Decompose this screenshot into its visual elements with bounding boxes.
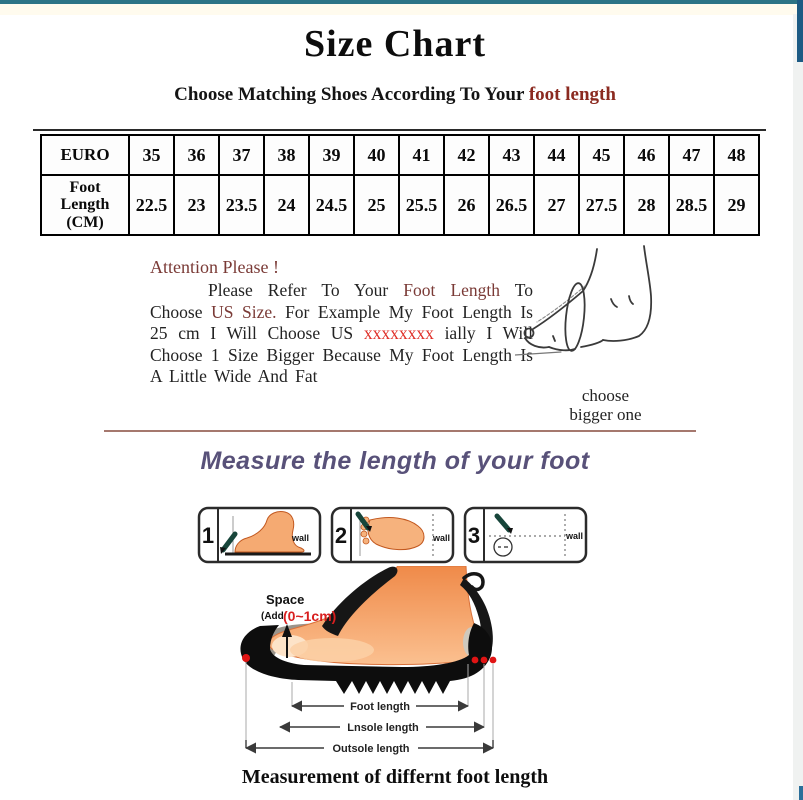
subtitle-highlight: foot length	[528, 84, 616, 105]
choose-note-line2: bigger one	[569, 405, 642, 424]
table-cell: 48	[714, 135, 759, 175]
measure-heading: Measure the length of your foot	[200, 447, 590, 475]
table-cell: 24.5	[309, 175, 354, 235]
step1-number: 1	[201, 523, 215, 548]
space-label: Space	[266, 592, 305, 607]
measure-steps	[197, 506, 588, 564]
table-cell: 44	[534, 135, 579, 175]
choose-bigger-note	[538, 386, 673, 424]
table-cell: 26	[444, 175, 489, 235]
attention-foot-length: Foot Length	[403, 280, 501, 300]
size-table	[40, 134, 760, 236]
table-cell: 26.5	[489, 175, 534, 235]
table-top-rule	[33, 129, 766, 131]
svg-text:Foot length: Foot length	[350, 701, 410, 713]
attention-paragraph	[150, 280, 533, 388]
attention-block	[150, 257, 533, 388]
table-cell: 23.5	[219, 175, 264, 235]
step1-panel	[197, 506, 322, 564]
svg-text:Outsole length: Outsole length	[332, 743, 410, 755]
top-cream-band	[0, 4, 803, 15]
right-gutter	[793, 14, 803, 800]
space-add-label: (Add	[261, 611, 284, 622]
step2-wall-label: wall	[432, 533, 450, 543]
table-cell: 27.5	[579, 175, 624, 235]
step3-number: 3	[467, 523, 481, 548]
table-header-footlength: Foot Length (CM)	[41, 175, 129, 235]
table-cell: 28	[624, 175, 669, 235]
table-cell: 45	[579, 135, 624, 175]
table-cell: 39	[309, 135, 354, 175]
table-cell: 29	[714, 175, 759, 235]
right-edge-accent	[797, 0, 803, 62]
table-cell: 36	[174, 135, 219, 175]
section-divider	[104, 430, 696, 432]
table-cell: 22.5	[129, 175, 174, 235]
table-row-euro	[41, 135, 759, 175]
attention-text: For Example My Foot Length Is 25 cm I Will Choose US	[150, 301, 533, 343]
step2-number: 2	[334, 523, 348, 548]
attention-redacted-x: xxxxxxxx	[363, 323, 434, 343]
table-header-euro: EURO	[41, 135, 129, 175]
table-cell: 46	[624, 135, 669, 175]
table-cell: 27	[534, 175, 579, 235]
step3-wall-label: wall	[565, 531, 583, 541]
shoe-foot-measurement-illustration	[232, 566, 512, 762]
right-edge-accent-bottom	[799, 786, 803, 800]
table-row-footlength	[41, 175, 759, 235]
attention-text: Please Refer To Your	[208, 280, 404, 300]
table-cell: 35	[129, 135, 174, 175]
dim-outsole-length	[246, 740, 493, 755]
table-cell: 25	[354, 175, 399, 235]
step1-wall-label: wall	[291, 533, 309, 543]
choose-note-line1: choose	[581, 386, 630, 405]
dim-foot-length	[292, 699, 468, 713]
table-cell: 42	[444, 135, 489, 175]
space-range-label: (0~1cm)	[283, 608, 337, 624]
attention-us-size: US Size.	[211, 301, 277, 322]
attention-text: ially I Will Choose 1 Size Bigger Because My Foot Length Is A Little Wide And Fat	[150, 323, 533, 386]
table-cell: 40	[354, 135, 399, 175]
attention-text: To Choose	[150, 280, 533, 322]
table-cell: 24	[264, 175, 309, 235]
table-cell: 25.5	[399, 175, 444, 235]
svg-text:Lnsole length: Lnsole length	[347, 722, 419, 734]
table-cell: 43	[489, 135, 534, 175]
dim-insole-length	[280, 720, 484, 734]
subtitle	[0, 84, 790, 106]
subtitle-text: Choose Matching Shoes According To Your	[174, 84, 529, 105]
table-cell: 41	[399, 135, 444, 175]
table-cell: 47	[669, 135, 714, 175]
step2-panel	[330, 506, 455, 564]
page-title: Size Chart	[303, 23, 487, 65]
table-cell: 38	[264, 135, 309, 175]
bottom-caption: Measurement of differnt foot length	[241, 766, 549, 788]
table-cell: 23	[174, 175, 219, 235]
table-cell: 37	[219, 135, 264, 175]
step3-panel	[463, 506, 588, 564]
foot-measure-sketch-illustration	[515, 241, 665, 374]
table-cell: 28.5	[669, 175, 714, 235]
attention-heading: Attention Please !	[150, 257, 279, 277]
